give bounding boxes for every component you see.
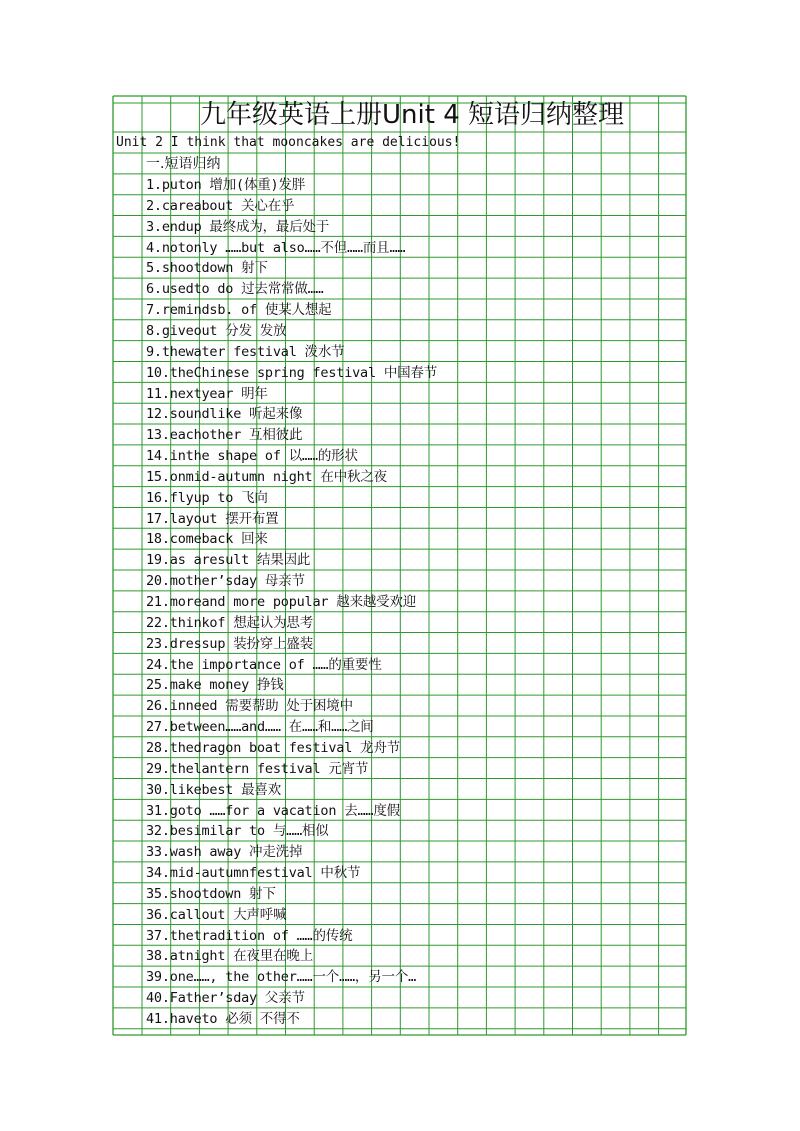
list-item: 40.Father’sday 父亲节 — [146, 990, 305, 1007]
list-item: 22.thinkof 想起认为思考 — [146, 614, 314, 631]
list-item: 34.mid-autumnfestival 中秋节 — [146, 865, 361, 882]
list-item: 28.thedragon boat festival 龙舟节 — [146, 739, 400, 756]
list-item: 30.likebest 最喜欢 — [146, 781, 282, 798]
list-item: 33.wash away 冲走洗掉 — [146, 844, 303, 861]
list-item: 37.thetradition of ……的传统 — [146, 927, 353, 944]
list-item: 16.flyup to 飞向 — [146, 489, 268, 506]
list-item: 20.mother’sday 母亲节 — [146, 573, 305, 590]
list-item: 25.make money 挣钱 — [146, 677, 284, 694]
list-item: 36.callout 大声呼喊 — [146, 906, 287, 923]
list-item: 23.dressup 装扮穿上盛装 — [146, 635, 314, 652]
list-item: 1.puton 增加(体重)发胖 — [146, 177, 306, 193]
list-item: 11.nextyear 明年 — [146, 385, 268, 402]
list-item: 21.moreand more popular 越来越受欢迎 — [146, 594, 417, 610]
list-item: 12.soundlike 听起来像 — [146, 406, 303, 423]
unit-subtitle: Unit 2 I think that mooncakes are delicious! — [116, 135, 461, 150]
list-item: 29.thelantern festival 元宵节 — [146, 760, 369, 777]
list-item: 8.giveout 分发 发放 — [146, 322, 287, 339]
list-item: 39.one……, the other……一个……，另一个… — [146, 969, 417, 986]
list-item: 32.besimilar to 与……相似 — [146, 823, 329, 840]
list-item: 18.comeback 回来 — [146, 531, 268, 548]
list-item: 13.eachother 互相彼此 — [146, 427, 303, 444]
section-heading: 一.短语归纳 — [146, 156, 221, 172]
page-title: 九年级英语上册Unit 4 短语归纳整理 — [200, 100, 624, 130]
list-item: 2.careabout 关心在乎 — [146, 197, 295, 214]
list-item: 24.the importance of ……的重要性 — [146, 656, 382, 673]
list-item: 7.remindsb. of 使某人想起 — [146, 302, 332, 319]
list-item: 14.inthe shape of 以……的形状 — [146, 448, 358, 465]
list-item: 6.usedto do 过去常常做…… — [146, 281, 324, 298]
list-item: 41.haveto 必须 不得不 — [146, 1011, 300, 1027]
list-item: 9.thewater festival 泼水节 — [146, 343, 345, 360]
list-item: 17.layout 摆开布置 — [146, 510, 279, 527]
list-item: 3.endup 最终成为，最后处于 — [146, 218, 330, 235]
list-item: 26.inneed 需要帮助 处于困境中 — [146, 698, 353, 715]
list-item: 31.goto ……for a vacation 去……度假 — [146, 802, 400, 819]
list-item: 5.shootdown 射下 — [146, 260, 268, 277]
list-item: 38.atnight 在夜里在晚上 — [146, 948, 314, 965]
list-item: 15.onmid-autumn night 在中秋之夜 — [146, 468, 387, 485]
list-item: 10.theChinese spring festival 中国春节 — [146, 364, 438, 381]
list-item: 35.shootdown 射下 — [146, 885, 276, 902]
list-item: 4.notonly ……but also……不但……而且…… — [146, 239, 406, 256]
list-item: 19.as aresult 结果因此 — [146, 552, 311, 569]
list-item: 27.between……and…… 在……和……之间 — [146, 719, 374, 736]
